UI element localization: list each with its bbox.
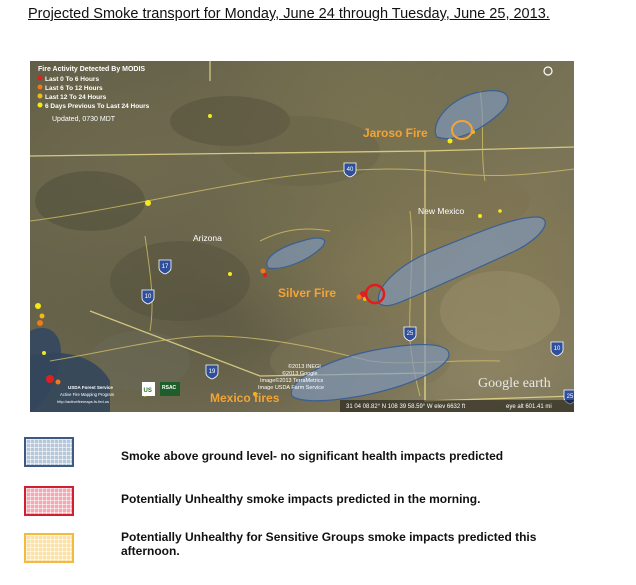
google-earth-logo: Google earth [478,376,551,391]
highway-shield-40 [344,163,356,177]
highway-shield-25 [404,327,416,341]
map-overlay [30,61,574,412]
legend-swatch-yellow [24,533,74,563]
eye-altitude-readout: eye alt 601.41 mi [506,404,552,410]
modis-legend [38,66,150,123]
usda-credit: USDA Forest Service [68,385,113,390]
shield-25-text: 25 [406,331,414,337]
shield-19-text: 19 [208,369,216,375]
smoke-plume-silver-west [267,238,325,268]
modis-legend-item-2: Last 6 To 12 Hours [45,85,103,92]
legend-text-red: Potentially Unhealthy smoke impacts predicted in the morning. [121,492,481,506]
copyright-3: Image©2013 TerraMetrics [260,378,324,384]
modis-updated-text: Updated, 0730 MDT [52,116,116,123]
jaroso-fire-label: Jaroso Fire [363,126,428,140]
legend-swatch-red [24,486,74,516]
highway-shield-17 [159,260,171,274]
copyright-4: Image USDA Farm Service [258,385,325,391]
legend-text-blue: Smoke above ground level- no significant health impacts predicted [121,449,504,463]
highway-shield-10b [551,342,563,356]
shield-10-text: 10 [144,294,152,300]
highway-shield-19 [206,365,218,379]
highway-shield-10 [142,290,154,304]
modis-legend-item-3: Last 12 To 24 Hours [45,94,107,101]
usda-url: http://activefiremaps.fs.fed.us [57,399,110,404]
coordinates-readout: 31 04 08.82° N 108 39 58.59° W elev 6632 ft [346,404,466,410]
shield-40-text: 40 [346,167,354,173]
mexico-fires-label: Mexico fires [210,391,280,405]
copyright-1: ©2013 INEGI [288,364,321,370]
usda-credit-line2: Active Fire Mapping Program [60,392,115,397]
arizona-label: Arizona [193,233,222,243]
silver-fire-label: Silver Fire [278,286,337,300]
rsac-text: RSAC [162,385,177,391]
legend-swatch-blue [24,437,74,467]
satellite-map[interactable] [30,61,574,412]
copyright-2: ©2013 Google [282,371,318,377]
modis-legend-heading: Fire Activity Detected By MODIS [38,66,146,73]
page-title: Projected Smoke transport for Monday, June 24 through Tuesday, June 25, 2013. [28,6,550,22]
shield-25b-text: 25 [566,394,574,400]
modis-legend-item-4: 6 Days Previous To Last 24 Hours [45,103,150,110]
legend-text-yellow: Potentially Unhealthy for Sensitive Groups smoke impacts predicted this afternoon. [121,530,537,558]
compass-icon[interactable] [544,67,552,75]
shield-17-text: 17 [161,264,169,270]
modis-legend-item-1: Last 0 To 6 Hours [45,76,100,83]
svg-text:US: US [143,388,152,394]
new-mexico-label: New Mexico [418,206,465,216]
shield-10b-text: 10 [553,346,561,352]
